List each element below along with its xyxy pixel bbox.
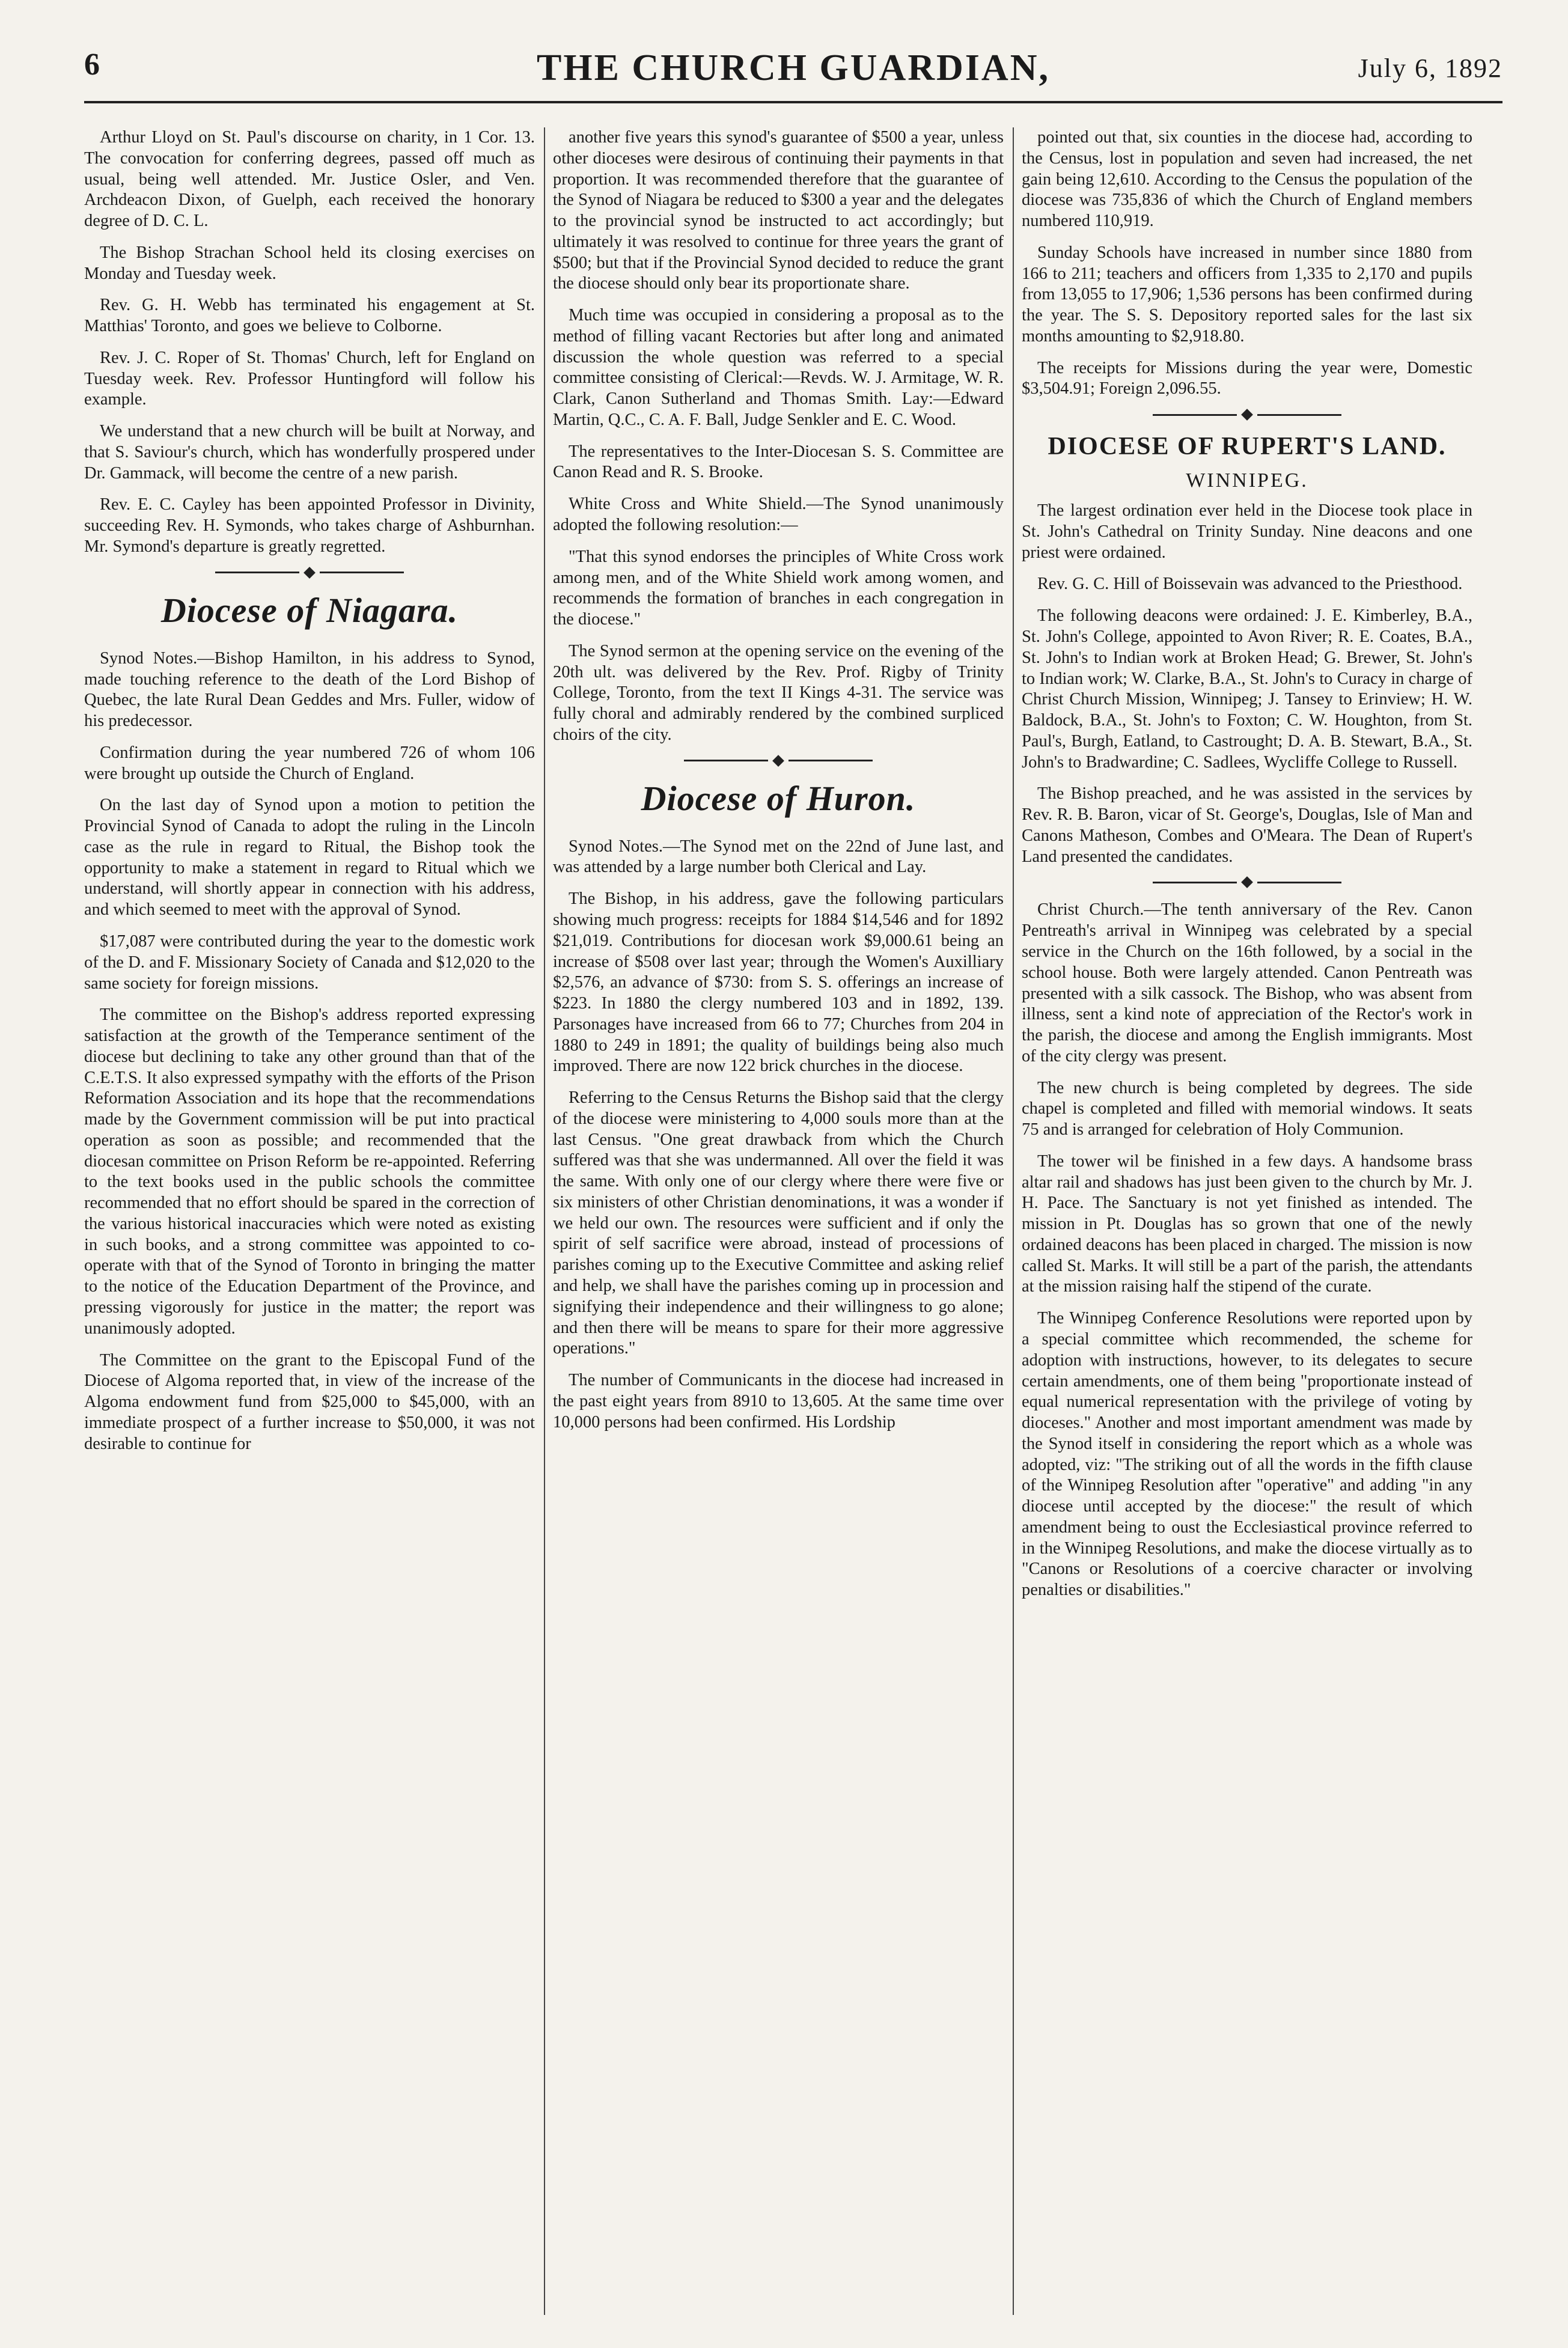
column-rule (544, 127, 545, 2315)
article-paragraph: White Cross and White Shield.—The Synod unanimously adopted the following resolution:— (553, 495, 1004, 535)
article-paragraph: The Synod sermon at the opening service on the evening of the 20th ult. was delivered by the Rev. Prof. Rigby of Trinity College, Toronto, from the text II Kings 4-31. The service was fully choral and admirably rendered by the combined surpliced choirs of the city. (553, 641, 1004, 744)
article-paragraph: We understand that a new church will be built at Norway, and that S. Saviour's church, which has wonderfully prospered under Dr. Gammack, will become the centre of a new parish. (84, 422, 535, 483)
section-divider (553, 757, 1004, 765)
subheading-winnipeg: WINNIPEG. (1186, 469, 1308, 492)
article-paragraph: Synod Notes.—Bishop Hamilton, in his address to Synod, made touching reference to the death of the Lord Bishop of Quebec, the late Rural Dean Geddes and Mrs. Fuller, widow of his predecessor. (84, 648, 535, 731)
article-paragraph: The Bishop Strachan School held its closing exercises on Monday and Tuesday week. (84, 243, 535, 283)
article-paragraph: The Bishop preached, and he was assisted in the services by Rev. R. B. Baron, vicar of St. George's, Douglas, Isle of Man and Canons Matheson, Combes and O'Meara. The Dean of Rupert's Land presented the candidates. (1022, 784, 1472, 866)
page-number: 6 (84, 47, 100, 82)
newspaper-title: THE CHURCH GUARDIAN, (537, 47, 1050, 88)
article-paragraph: The number of Communicants in the diocese had increased in the past eight years from 8910 to 13,605. At the same time over 10,000 persons had been confirmed. His Lordship (553, 1371, 1004, 1432)
article-paragraph: Christ Church.—The tenth anniversary of the Rev. Canon Pentreath's arrival in Winnipeg was celebrated by a special service in the Church on the 16th followed, by a social in the school house. Both were largely attended. Canon Pentreath was presented with a silk cassock. The Bishop, who was absent from illness, sent a kind note of appreciation of the Rector's work in the parish, the diocese and among the English immigrants. Most of the city clergy was present. (1022, 900, 1472, 1066)
article-paragraph: Sunday Schools have increased in number since 1880 from 166 to 211; teachers and officers from 1,335 to 2,170 and pupils from 13,055 to 17,906; 1,536 persons has been confirmed during the year. The S. S. Depository reported sales for the last six months amounting to $2,918.80. (1022, 243, 1472, 346)
article-paragraph: pointed out that, six counties in the diocese had, according to the Census, lost in population and seven had increased, the net gain being 12,610. According to the Census the population of the diocese was 735,836 of which the Church of England members numbered 110,919. (1022, 128, 1472, 231)
article-paragraph: Arthur Lloyd on St. Paul's discourse on charity, in 1 Cor. 13. The convocation for conferring degrees, passed off much as usual, being well attended. Mr. Justice Osler, and Ven. Archdeacon Dixon, of Guelph, each received the honorary degree of D. C. L. (84, 128, 535, 231)
column-2 (553, 127, 1004, 2315)
article-paragraph: The following deacons were ordained: J. E. Kimberley, B.A., St. John's College, appointed to Avon River; R. E. Coates, B.A., St. John's to Indian work at Broken Head; G. Brewer, St. John's to Indian work; W. Clarke, B.A., St. John's to Curacy in charge of Christ Church Mission, Winnipeg; J. Tansey to Erinview; H. W. Baldock, B.A., St. John's to Foxton; C. W. Houghton, from St. Paul's, Burgh, Eatland, to Castrought; D. A. B. Stewart, B.A., St. John's to Bradwardine; C. Sadlees, Wycliffe College to Russell. (1022, 606, 1472, 772)
column-rule (1013, 127, 1014, 2315)
article-paragraph: Synod Notes.—The Synod met on the 22nd of June last, and was attended by a large number both Clerical and Lay. (553, 837, 1004, 877)
article-paragraph: On the last day of Synod upon a motion to petition the Provincial Synod of Canada to adopt the ruling in the Lincoln case as the rule in regard to Ritual, the Bishop took the opportunity to make a statement in regard to Ritual which we understand, will shortly appear in connection with his address, and which seemed to meet with the approval of Synod. (84, 796, 535, 919)
article-paragraph: $17,087 were contributed during the year to the domestic work of the D. and F. Missionary Society of Canada and $12,020 to the same society for foreign missions. (84, 932, 535, 993)
section-heading-niagara: Diocese of Niagara. (160, 590, 459, 630)
article-paragraph: The committee on the Bishop's address reported expressing satisfaction at the growth of the Temperance sentiment of the diocese but declining to take any other ground than that of the C.E.T.S. It also expressed sympathy with the efforts of the Prison Reformation Association and its hope that the recommendations made by the Government commission will be put into practical operation as soon as possible; and recommended that the diocesan committee on Prison Reform be re-appointed. Referring to the text books used in the public schools the committee recommended that no effort should be spared in the correction of the various historical inaccuracies which were noted as existing in such books, and a strong committee was appointed to co-operate with that of the Synod of Toronto in bringing the matter to the notice of the Education Department of the Province, and pressing vigorously for justice in the matter; the report was unanimously adopted. (84, 1005, 535, 1338)
masthead (84, 47, 1502, 103)
article-paragraph: Referring to the Census Returns the Bishop said that the clergy of the diocese were ministering to 4,000 souls more than at the last Census. "One great drawback from which the Church suffered was that she was undermanned. All over the field it was the same. With only one of our clergy where there were five or six ministers of other Christian denominations, it was a wonder if we held our own. The resources were sufficient and if only the spirit of self sacrifice were abroad, instead of processions of parishes coming up to the Executive Committee and asking relief and help, we shall have the parishes coming up in procession and signifying their independence and their willingness to go alone; and then there will be means to spare for their more aggressive operations." (553, 1088, 1004, 1358)
article-paragraph: The tower wil be finished in a few days. A handsome brass altar rail and shadows has just been given to the church by Mr. J. H. Pace. The Sanctuary is not yet finished as intended. The mission in Pt. Douglas has so grown that one of the newly ordained deacons has been placed in charged. The mission is now called St. Marks. It will still be a part of the parish, the attendants at the mission raising half the stipend of the curate. (1022, 1151, 1472, 1296)
article-paragraph: The largest ordination ever held in the Diocese took place in St. John's Cathedral on Trinity Sunday. Nine deacons and one priest were ordained. (1022, 501, 1472, 562)
article-paragraph: "That this synod endorses the principles of White Cross work among men, and of the White Shield work among women, and recommends the formation of branches in each congregation in the diocese." (553, 547, 1004, 629)
section-heading-huron: Diocese of Huron. (641, 778, 916, 818)
section-heading-ruperts-land: DIOCESE OF RUPERT'S LAND. (1048, 433, 1447, 461)
article-paragraph: The Committee on the grant to the Episcopal Fund of the Diocese of Algoma reported that, in view of the increase of the Algoma endowment fund from $25,000 to $45,000, with an immediate prospect of a further increase to $50,000, it was not desirable to continue for (84, 1350, 535, 1453)
article-paragraph: The new church is being completed by degrees. The side chapel is completed and filled with memorial windows. It seats 75 and is arranged for celebration of Holy Communion. (1022, 1078, 1472, 1139)
article-paragraph: The representatives to the Inter-Diocesan S. S. Committee are Canon Read and R. S. Brooke. (553, 442, 1004, 482)
article-paragraph: Rev. G. C. Hill of Boissevain was advanced to the Priesthood. (1037, 575, 1463, 594)
article-paragraph: The Bishop, in his address, gave the following particulars showing much progress: receipts for 1884 $14,546 and for 1892 $21,019. Contributions for diocesan work $9,000.61 being an increase of $508 over last year; through the Women's Auxilliary $2,576, an advance of $730: from S. S. offerings an increase of $223. In 1880 the clergy numbered 103 and in 1892, 139. Parsonages have increased from 66 to 77; Churches from 204 in 1880 to 249 in 1891; the quality of buildings being also much improved. There are now 122 brick churches in the diocese. (553, 889, 1004, 1076)
section-divider (1022, 410, 1472, 419)
article-paragraph: Rev. J. C. Roper of St. Thomas' Church, left for England on Tuesday week. Rev. Professor Huntingford will follow his example. (84, 348, 535, 409)
article-paragraph: Rev. G. H. Webb has terminated his engagement at St. Matthias' Toronto, and goes we believe to Colborne. (84, 296, 535, 336)
column-3 (1022, 127, 1472, 2315)
column-1 (84, 127, 535, 2315)
article-paragraph: Rev. E. C. Cayley has been appointed Professor in Divinity, succeeding Rev. H. Symonds, who takes charge of Ashburnhan. Mr. Symond's departure is greatly regretted. (84, 495, 535, 557)
section-divider (1022, 878, 1472, 886)
section-divider (84, 569, 535, 577)
article-paragraph: Confirmation during the year numbered 726 of whom 106 were brought up outside the Church of England. (84, 743, 535, 783)
article-paragraph: The Winnipeg Conference Resolutions were reported upon by a special committee which recommended, the scheme for adoption with instructions, however, to its delegates to secure certain amendments, one of them being "proportionate instead of equal numerical representation with the privilege of voting by dioceses." Another and most important amendment was made by the Synod itself in considering the report which as a whole was adopted, viz: "The striking out of all the words in the fifth clause of the Winnipeg Resolution after "operative" and adding "in any diocese until accepted by the diocese:" the result of which amendment being to oust the Ecclesiastical province referred to in the Winnipeg Resolutions, and make the diocese virtually as to "Canons or Resolutions of a coercive character or involving penalties or disabilities." (1022, 1309, 1472, 1600)
issue-date: July 6, 1892 (1358, 53, 1502, 83)
article-paragraph: Much time was occupied in considering a proposal as to the method of filling vacant Rectories but after long and animated discussion the whole question was referred to a special committee consisting of Clerical:—Revds. W. J. Armitage, W. R. Clark, Canon Sutherland and Thomas Smith. Lay:—Edward Martin, Q.C., C. A. F. Ball, Judge Senkler and E. C. Wood. (553, 306, 1004, 429)
article-paragraph: another five years this synod's guarantee of $500 a year, unless other dioceses were desirous of continuing their payments in that proportion. It was recommended therefore that the guarantee of the Synod of Niagara be reduced to $300 a year and the delegates to the provincial synod be instructed to act accordingly; but ultimately it was resolved to continue for three years the grant of $500; but that if the Provincial Synod decided to reduce the grant the diocese should only bear its proportionate share. (553, 128, 1004, 293)
article-paragraph: The receipts for Missions during the year were, Domestic $3,504.91; Foreign 2,096.55. (1022, 358, 1472, 398)
